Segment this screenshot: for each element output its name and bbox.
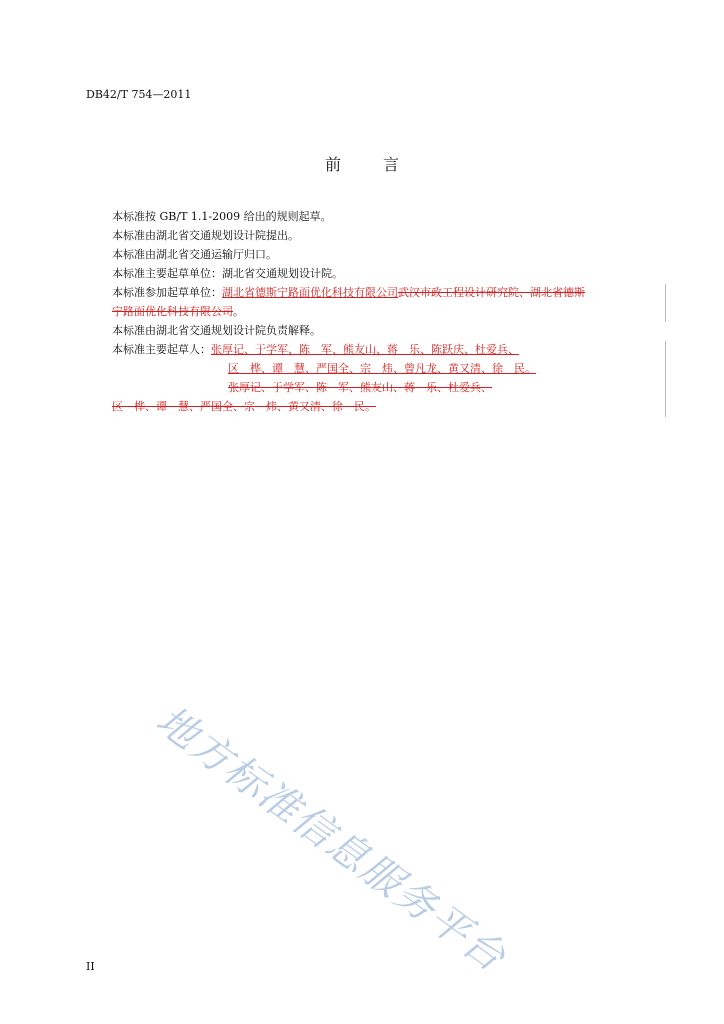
change-bar-drafters [665, 341, 666, 417]
deleted-drafters-line-2: 区 桦、谭 慧、严国全、宗 炜、黄又清、徐 民。 [112, 400, 376, 413]
paragraph-interpretation: 本标准由湖北省交通规划设计院负责解释。 [112, 324, 321, 337]
title-char-right: 言 [383, 155, 400, 174]
change-bar-units [665, 284, 666, 322]
drafters-line-3 [112, 378, 662, 397]
watermark-text: 地方标准信息服务平台 [147, 697, 515, 982]
page-number: II [86, 960, 95, 973]
deleted-drafters-line-1: 张厚记、于学军、陈 军、熊友山、蒋 乐、杜爱兵、 [228, 381, 492, 394]
paragraph-administrator: 本标准由湖北省交通运输厅归口。 [112, 248, 277, 261]
paragraph-drafting-rules: 本标准按 GB/T 1.1-2009 给出的规则起草。 [112, 210, 332, 223]
inserted-unit-text: 湖北省德斯宁路面优化科技有限公司 [222, 286, 398, 299]
deleted-unit-text-cont: 宁路面优化科技有限公司 [112, 305, 233, 318]
participating-units-label: 本标准参加起草单位： [112, 286, 222, 299]
title-char-left: 前 [324, 155, 341, 174]
drafters-line-4 [112, 397, 662, 416]
drafters-line-2 [112, 359, 662, 378]
paragraph-participating-units [112, 283, 662, 302]
paragraph-participating-units-cont [112, 302, 662, 321]
sentence-end: 。 [233, 305, 244, 318]
paragraph-drafters [112, 340, 662, 359]
paragraph-proposer: 本标准由湖北省交通规划设计院提出。 [112, 229, 299, 242]
inserted-drafters-line-2: 区 桦、谭 慧、严国全、宗 炜、曾凡龙、黄又清、徐 民。 [228, 362, 536, 375]
standard-code: DB42/T 754—2011 [86, 88, 192, 101]
page-title [0, 152, 724, 175]
deleted-unit-text: 武汉市政工程设计研究院、湖北省德斯 [398, 286, 585, 299]
drafters-label: 本标准主要起草人： [112, 343, 211, 356]
inserted-drafters-line-1: 张厚记、于学军、陈 军、熊友山、蒋 乐、陈跃庆、杜爱兵、 [211, 343, 519, 356]
paragraph-main-drafter-unit: 本标准主要起草单位：湖北省交通规划设计院。 [112, 267, 343, 280]
foreword-body [112, 207, 662, 416]
